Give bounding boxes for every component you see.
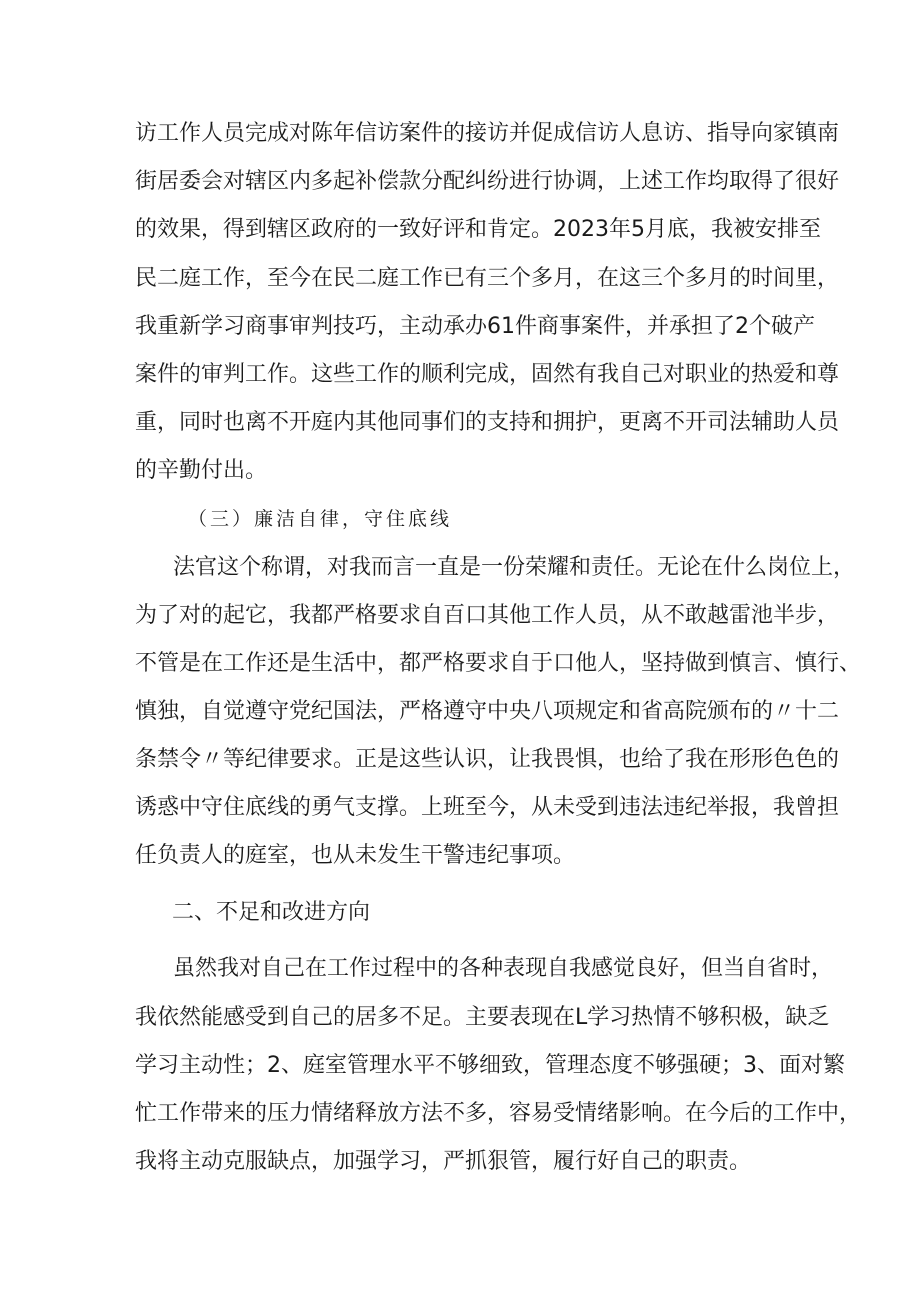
paragraph-1-line-2: 街居委会对辖区内多起补偿款分配纠纷进行协调，上述工作均取得了很好 bbox=[135, 169, 840, 194]
paragraph-2-line-4: 慎独，自觉遵守党纪国法，严格遵守中央八项规定和省高院颁布的〃十二 bbox=[135, 699, 840, 724]
paragraph-1-line-1: 访工作人员完成对陈年信访案件的接访并促成信访人息访、指导向家镇南 bbox=[135, 121, 840, 146]
paragraph-2-line-3: 不管是在工作还是生活中，都严格要求自于口他人，坚持做到慎言、慎行、 bbox=[135, 651, 862, 676]
paragraph-3-line-2: 我依然能感受到自己的居多不足。主要表现在L学习热情不够积极，缺乏 bbox=[135, 1005, 830, 1030]
paragraph-1-line-8: 的辛勤付出。 bbox=[135, 458, 268, 483]
paragraph-1-line-5: 我重新学习商事审判技巧，主动承办61件商事案件，并承担了2个破产 bbox=[135, 314, 815, 339]
section-heading-shortcomings: 二、不足和改进方向 bbox=[172, 900, 371, 925]
paragraph-3-line-3: 学习主动性；2、庭室管理水平不够细致，管理态度不够强硬；3、面对繁 bbox=[135, 1053, 845, 1078]
paragraph-3-line-4: 忙工作带来的压力情绪释放方法不多，容易受情绪影响。在今后的工作中， bbox=[135, 1101, 862, 1126]
paragraph-1-line-3: 的效果，得到辖区政府的一致好评和肯定。2023年5月底，我被安排至 bbox=[135, 217, 821, 242]
paragraph-3-line-5: 我将主动克服缺点，加强学习，严抓狠管，履行好自己的职责。 bbox=[135, 1149, 752, 1174]
subheading-integrity: （三）廉洁自律，守住底线 bbox=[188, 508, 453, 530]
paragraph-2-line-2: 为了对的起它，我都严格要求自百口其他工作人员，从不敢越雷池半步， bbox=[135, 603, 840, 628]
paragraph-2-line-1: 法官这个称谓，对我而言一直是一份荣耀和责任。无论在什么岗位上， bbox=[173, 555, 856, 580]
paragraph-1-line-6: 案件的审判工作。这些工作的顺利完成，固然有我自己对职业的热爱和尊 bbox=[135, 362, 840, 387]
paragraph-1-line-7: 重，同时也离不开庭内其他同事们的支持和拥护，更离不开司法辅助人员 bbox=[135, 410, 840, 435]
paragraph-2-line-5: 条禁令〃等纪律要求。正是这些认识，让我畏惧，也给了我在形形色色的 bbox=[135, 747, 840, 772]
paragraph-1-line-4: 民二庭工作，至今在民二庭工作已有三个多月，在这三个多月的时间里， bbox=[135, 266, 840, 291]
paragraph-2-line-6: 诱惑中守住底线的勇气支撑。上班至今，从未受到违法违纪举报，我曾担 bbox=[135, 795, 840, 820]
paragraph-3-line-1: 虽然我对自己在工作过程中的各种表现自我感觉良好，但当自省时， bbox=[173, 956, 834, 981]
paragraph-2-line-7: 任负责人的庭室，也从未发生干警违纪事项。 bbox=[135, 843, 576, 868]
